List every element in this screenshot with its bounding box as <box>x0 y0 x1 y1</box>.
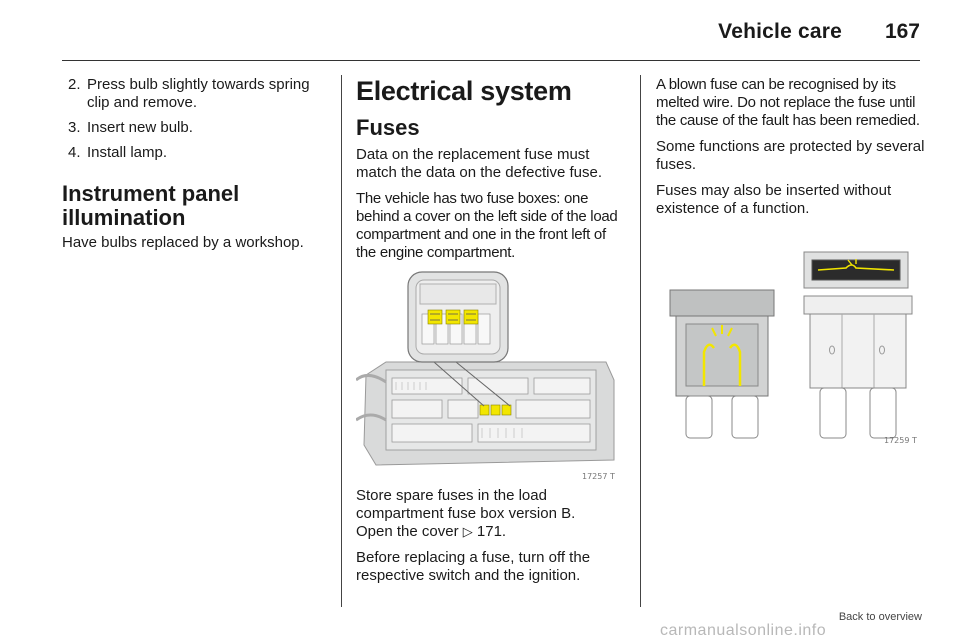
column-divider-2 <box>640 75 641 607</box>
bulb-steps-list <box>62 76 330 162</box>
fuses-heading: Fuses <box>356 115 420 140</box>
header-rule <box>62 60 920 61</box>
blown-fuse-illustration <box>656 232 922 442</box>
column-divider-1 <box>341 75 342 607</box>
open-cover-text: Open the cover ▷ 171. <box>356 523 507 540</box>
section-title: Vehicle care <box>718 20 842 43</box>
column-1 <box>62 76 330 260</box>
fuse-data-text: Data on the replacement fuse must match the data on the defective fuse. <box>356 146 602 181</box>
fuse-boxes-text: The vehicle has two fuse boxes: one behind a cover on the left side of the load compartment and one in the front left of the engine compartment. <box>356 190 618 261</box>
page-header <box>0 0 960 62</box>
step-item: 2. Press bulb slightly towards spring clip and remove. <box>68 76 310 111</box>
page-ref-arrow-icon: ▷ <box>462 524 473 539</box>
instrument-panel-text: Have bulbs replaced by a workshop. <box>62 234 304 251</box>
fuse-box-figure <box>356 270 618 481</box>
spare-fuses-text: Store spare fuses in the load compartment fuse box version B. <box>356 487 576 522</box>
several-fuses-text: Some functions are protected by several fuses. <box>656 138 925 173</box>
before-replacing-text: Before replacing a fuse, turn off the respective switch and the ignition. <box>356 549 591 584</box>
figure-number: 17257 T <box>582 472 615 481</box>
back-to-overview-link[interactable]: Back to overview <box>838 611 922 623</box>
page-ref-link[interactable]: 171. <box>476 523 507 540</box>
step-item: 3. Insert new bulb. <box>68 119 193 136</box>
blown-fuse-figure <box>656 232 922 445</box>
page-number: 167 <box>884 20 920 43</box>
column-2 <box>356 76 626 593</box>
figure-number: 17259 T <box>884 436 917 445</box>
step-item: 4. Install lamp. <box>68 144 168 161</box>
electrical-system-heading: Electrical system <box>356 76 572 106</box>
instrument-panel-heading: Instrument panel illumination <box>62 181 240 230</box>
fuse-box-illustration <box>356 270 618 475</box>
watermark-text: carmanualsonline.info <box>660 622 827 639</box>
no-function-text: Fuses may also be inserted without existence of a function. <box>656 182 892 217</box>
column-3 <box>656 76 926 454</box>
blown-fuse-text: A blown fuse can be recognised by its melted wire. Do not replace the fuse until the cause of the fault has been remedied. <box>656 76 920 129</box>
